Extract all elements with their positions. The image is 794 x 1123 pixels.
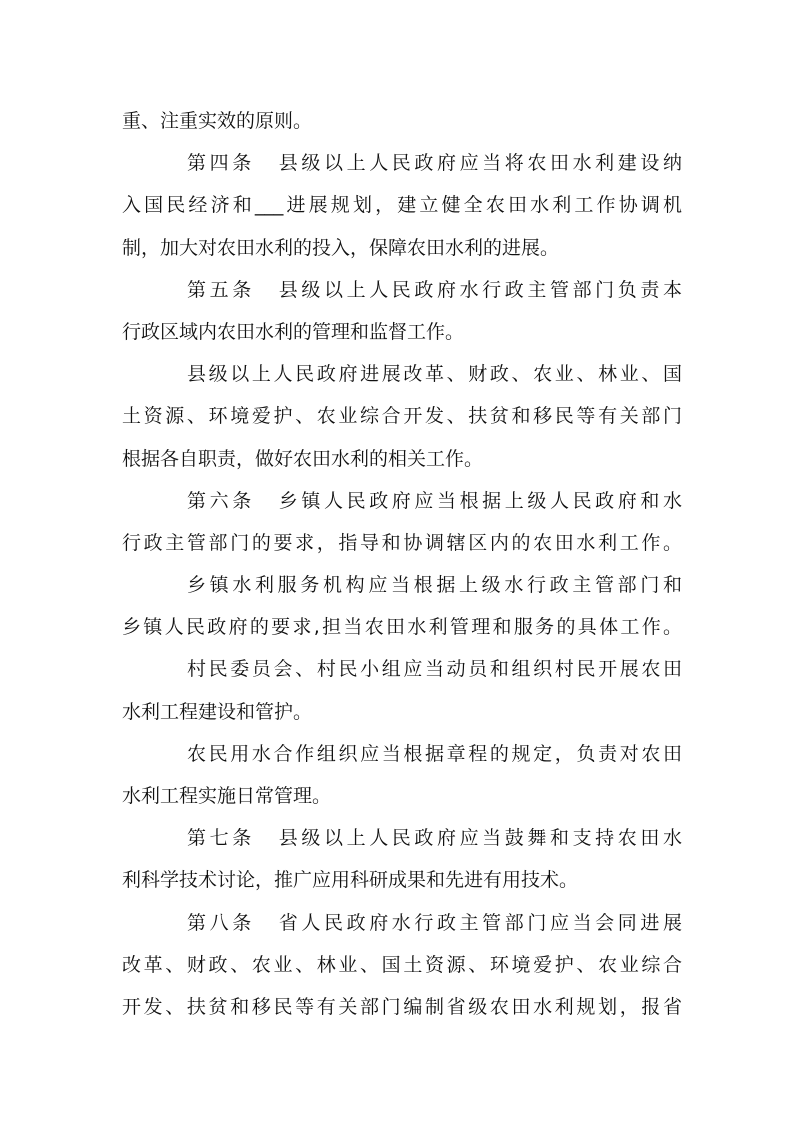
line-text: 村民委员会、村民小组应当动员和组织村民开展农田 xyxy=(187,658,682,681)
article-4-heading-line xyxy=(122,142,682,184)
line-text: 入国民经济和___进展规划，建立健全农田水利工作协调机 xyxy=(122,194,682,217)
paragraph-first-line xyxy=(122,564,682,606)
document-body xyxy=(122,100,682,1028)
line-text: 土资源、环境爱护、农业综合开发、扶贫和移民等有关部门 xyxy=(122,405,682,428)
article-7-heading-line xyxy=(122,817,682,859)
text-line xyxy=(122,184,682,226)
article-6-heading-line xyxy=(122,480,682,522)
text-line xyxy=(122,522,682,564)
paragraph-first-line xyxy=(122,648,682,690)
line-text: 水利工程建设和管护。 xyxy=(122,700,313,723)
line-text: 水利工程实施日常管理。 xyxy=(122,785,332,807)
line-text: 行政区域内农田水利的管理和监督工作。 xyxy=(122,320,465,343)
line-text: 乡镇人民政府的要求,担当农田水利管理和服务的具体工作。 xyxy=(122,616,682,639)
line-text: 农民用水合作组织应当根据章程的规定，负责对农田 xyxy=(187,742,682,765)
text-line xyxy=(122,438,682,480)
paragraph-first-line xyxy=(122,733,682,775)
text-line xyxy=(122,775,682,817)
text-line xyxy=(122,944,682,986)
line-text: 利科学技术讨论，推广应用科研成果和先进有用技术。 xyxy=(122,869,579,892)
line-text: 乡镇水利服务机构应当根据上级水行政主管部门和 xyxy=(187,574,682,597)
line-text: 县级以上人民政府应当将农田水利建设纳 xyxy=(278,152,682,175)
line-text: 根据各自职责，做好农田水利的相关工作。 xyxy=(122,447,484,470)
text-line xyxy=(122,227,682,269)
text-line xyxy=(122,691,682,733)
article-number: 第八条 xyxy=(187,911,255,934)
line-text: 县级以上人民政府水行政主管部门负责本 xyxy=(278,278,682,301)
text-line xyxy=(122,311,682,353)
line-text: 改革、财政、农业、林业、国土资源、环境爱护、农业综合 xyxy=(122,953,682,976)
text-line xyxy=(122,986,682,1028)
article-8-heading-line xyxy=(122,902,682,944)
article-number: 第六条 xyxy=(187,489,255,512)
line-text: 省人民政府水行政主管部门应当会同进展 xyxy=(278,911,682,934)
line-text: 县级以上人民政府进展改革、财政、农业、林业、国 xyxy=(187,363,682,386)
line-text: 行政主管部门的要求，指导和协调辖区内的农田水利工作。 xyxy=(122,531,682,554)
line-text: 开发、扶贫和移民等有关部门编制省级农田水利规划，报省 xyxy=(122,995,682,1018)
article-5-heading-line xyxy=(122,269,682,311)
paragraph-first-line xyxy=(122,353,682,395)
article-number: 第五条 xyxy=(187,278,255,301)
line-text: 县级以上人民政府应当鼓舞和支持农田水 xyxy=(278,827,682,850)
text-line xyxy=(122,606,682,648)
article-number: 第七条 xyxy=(187,827,255,850)
article-number: 第四条 xyxy=(187,152,255,175)
text-line xyxy=(122,395,682,437)
line-text: 重、注重实效的原则。 xyxy=(122,110,313,132)
line-text: 制，加大对农田水利的投入，保障农田水利的进展。 xyxy=(122,236,560,259)
text-line xyxy=(122,859,682,901)
text-line xyxy=(122,100,682,142)
line-text: 乡镇人民政府应当根据上级人民政府和水 xyxy=(278,489,682,512)
